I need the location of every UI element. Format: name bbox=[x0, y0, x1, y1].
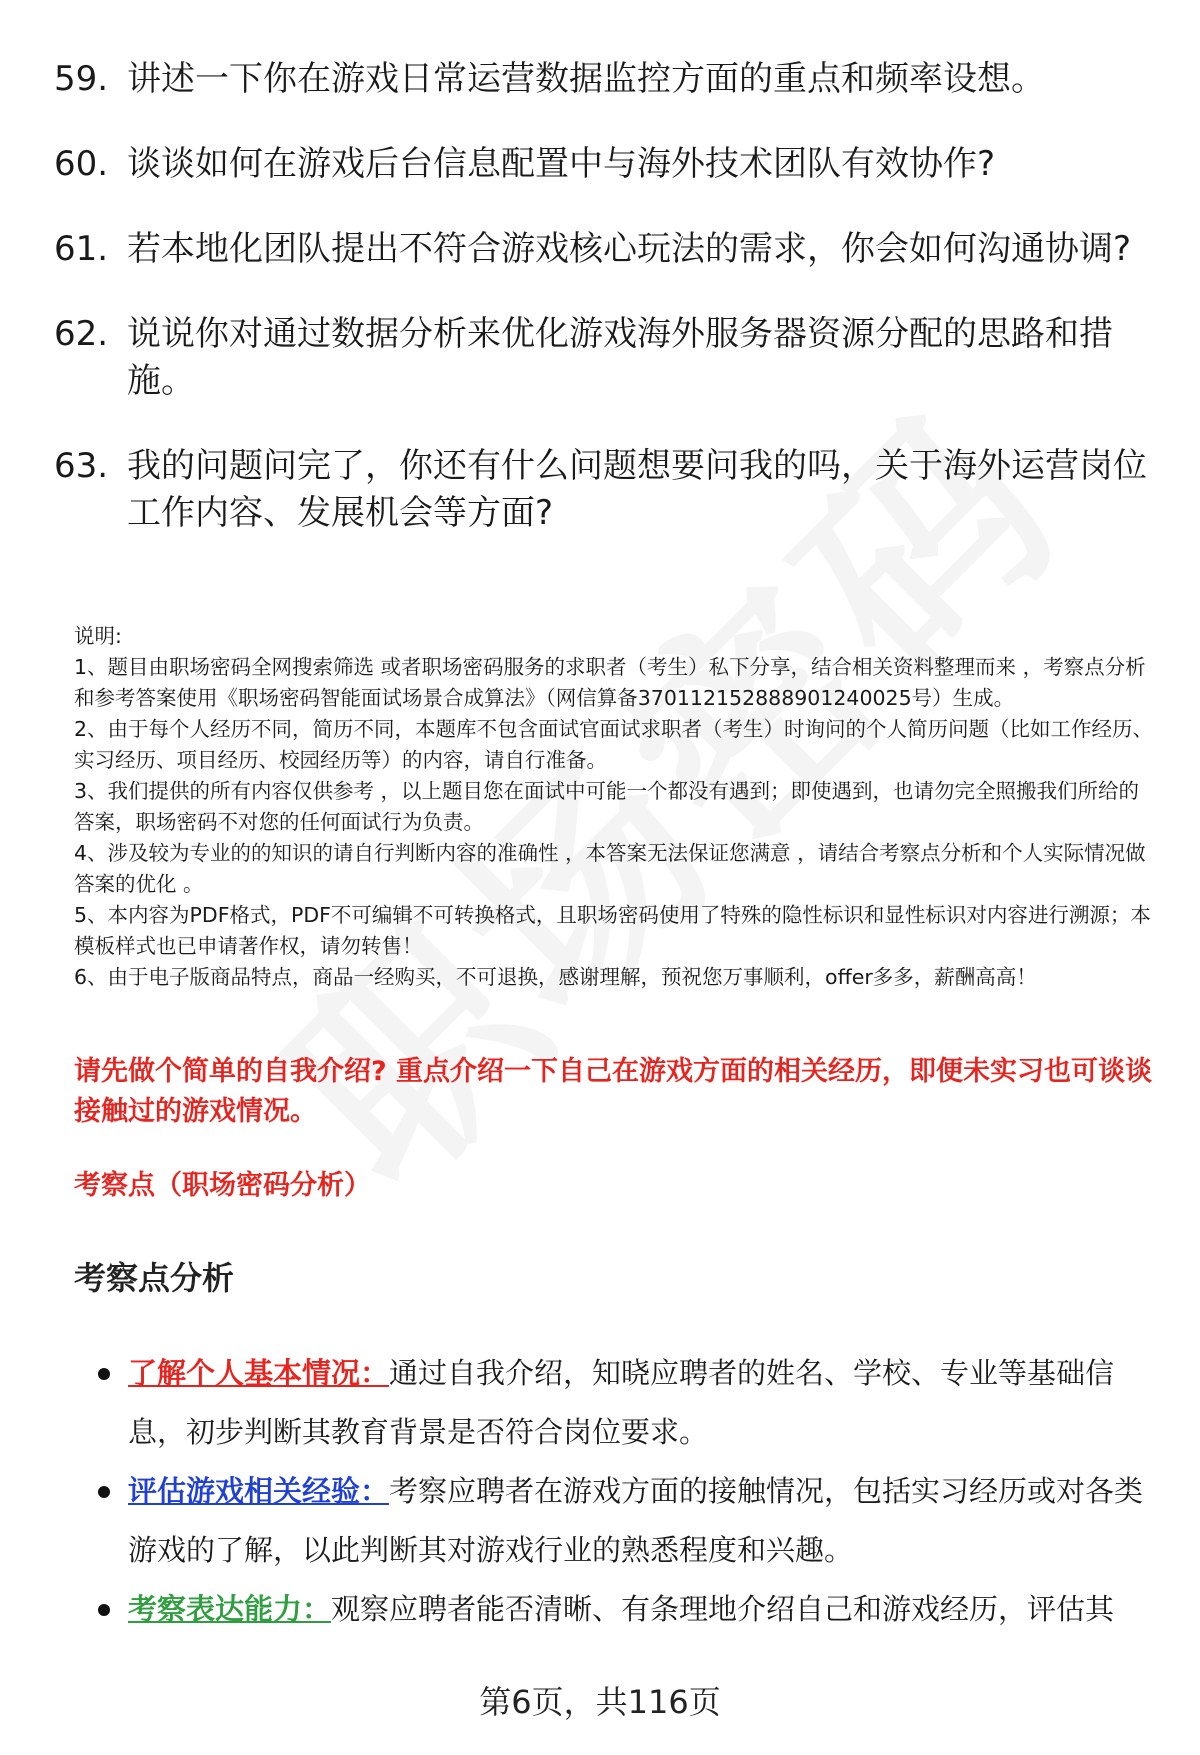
analysis-label: 考察点（职场密码分析） bbox=[74, 1170, 371, 1201]
interview-question-heading: 请先做个简单的自我介绍? 重点介绍一下自己在游戏方面的相关经历，即便未实习也可谈谈接触过的游戏情况。 bbox=[74, 1056, 1153, 1127]
question-item bbox=[54, 443, 1154, 537]
question-text: 说说你对通过数据分析来优化游戏海外服务器资源分配的思路和措施。 bbox=[127, 314, 1113, 401]
question-text: 谈谈如何在游戏后台信息配置中与海外技术团队有效协作? bbox=[127, 144, 996, 184]
note-item: 2、由于每个人经历不同，简历不同，本题库不包含面试官面试求职者（考生）时询问的个人简历问题（比如工作经历、实习经历、项目经历、校园经历等）的内容，请自行准备。 bbox=[74, 717, 1154, 772]
bullet-label: 了解个人基本情况： bbox=[128, 1356, 390, 1390]
note-item: 1、题目由职场密码全网搜索筛选 或者职场密码服务的求职者（考生）私下分享，结合相关资料整理而来 ，考察点分析和参考答案使用《职场密码智能面试场景合成算法》（网信算备370112152888901240025号）生成。 bbox=[74, 655, 1146, 710]
notes-title: 说明: bbox=[74, 624, 122, 648]
question-text: 我的问题问完了，你还有什么问题想要问我的吗，关于海外运营岗位工作内容、发展机会等方面? bbox=[127, 446, 1147, 533]
question-number: 60. bbox=[54, 144, 109, 184]
question-item bbox=[54, 56, 1154, 103]
bullet-dot-icon bbox=[96, 1344, 128, 1462]
note-item: 5、本内容为PDF格式，PDF不可编辑不可转换格式，且职场密码使用了特殊的隐性标识和显性标识对内容进行溯源；本模板样式也已申请著作权，请勿转售！ bbox=[74, 903, 1151, 958]
bullet-label: 考察表达能力： bbox=[128, 1592, 332, 1626]
bullet-body bbox=[128, 1580, 1146, 1639]
bullet-text: 考察应聘者在游戏方面的接触情况，包括实习经历或对各类游戏的了解，以此判断其对游戏行业的熟悉程度和兴趣。 bbox=[128, 1474, 1144, 1567]
question-item bbox=[54, 311, 1154, 405]
page-footer: 第6页，共116页 bbox=[479, 1683, 721, 1721]
note-item: 3、我们提供的所有内容仅供参考 ，以上题目您在面试中可能一个都没有遇到；即使遇到，也请勿完全照搬我们所给的答案，职场密码不对您的任何面试行为负责。 bbox=[74, 779, 1140, 834]
bullet-text: 通过自我介绍，知晓应聘者的姓名、学校、专业等基础信息，初步判断其教育背景是否符合岗位要求。 bbox=[128, 1356, 1115, 1449]
bullet-text: 观察应聘者能否清晰、有条理地介绍自己和游戏经历，评估其 bbox=[331, 1592, 1115, 1626]
note-item: 4、涉及较为专业的的知识的请自行判断内容的准确性 ，本答案无法保证您满意 ，请结合考察点分析和个人实际情况做答案的优化 。 bbox=[74, 841, 1146, 896]
question-text: 讲述一下你在游戏日常运营数据监控方面的重点和频率设想。 bbox=[127, 59, 1045, 99]
bullet-body bbox=[128, 1344, 1146, 1462]
section-title: 考察点分析 bbox=[74, 1259, 235, 1297]
bullet-dot-icon bbox=[96, 1462, 128, 1580]
question-text: 若本地化团队提出不符合游戏核心玩法的需求，你会如何沟通协调? bbox=[127, 229, 1132, 269]
question-number: 59. bbox=[54, 59, 109, 99]
analysis-bullet-list bbox=[96, 1344, 1146, 1639]
question-item bbox=[54, 226, 1154, 273]
bullet-dot-icon bbox=[96, 1580, 128, 1639]
bullet-body bbox=[128, 1462, 1146, 1580]
bullet-label: 评估游戏相关经验： bbox=[128, 1474, 390, 1508]
question-number: 63. bbox=[54, 446, 109, 486]
question-number: 61. bbox=[54, 229, 109, 269]
analysis-bullet bbox=[96, 1344, 1146, 1462]
notes-block bbox=[74, 621, 1156, 993]
question-number: 62. bbox=[54, 314, 109, 354]
question-list bbox=[54, 56, 1154, 575]
analysis-bullet bbox=[96, 1462, 1146, 1580]
analysis-bullet bbox=[96, 1580, 1146, 1639]
question-item bbox=[54, 141, 1154, 188]
note-item: 6、由于电子版商品特点，商品一经购买，不可退换，感谢理解，预祝您万事顺利，offer多多，薪酬高高！ bbox=[74, 965, 1037, 989]
